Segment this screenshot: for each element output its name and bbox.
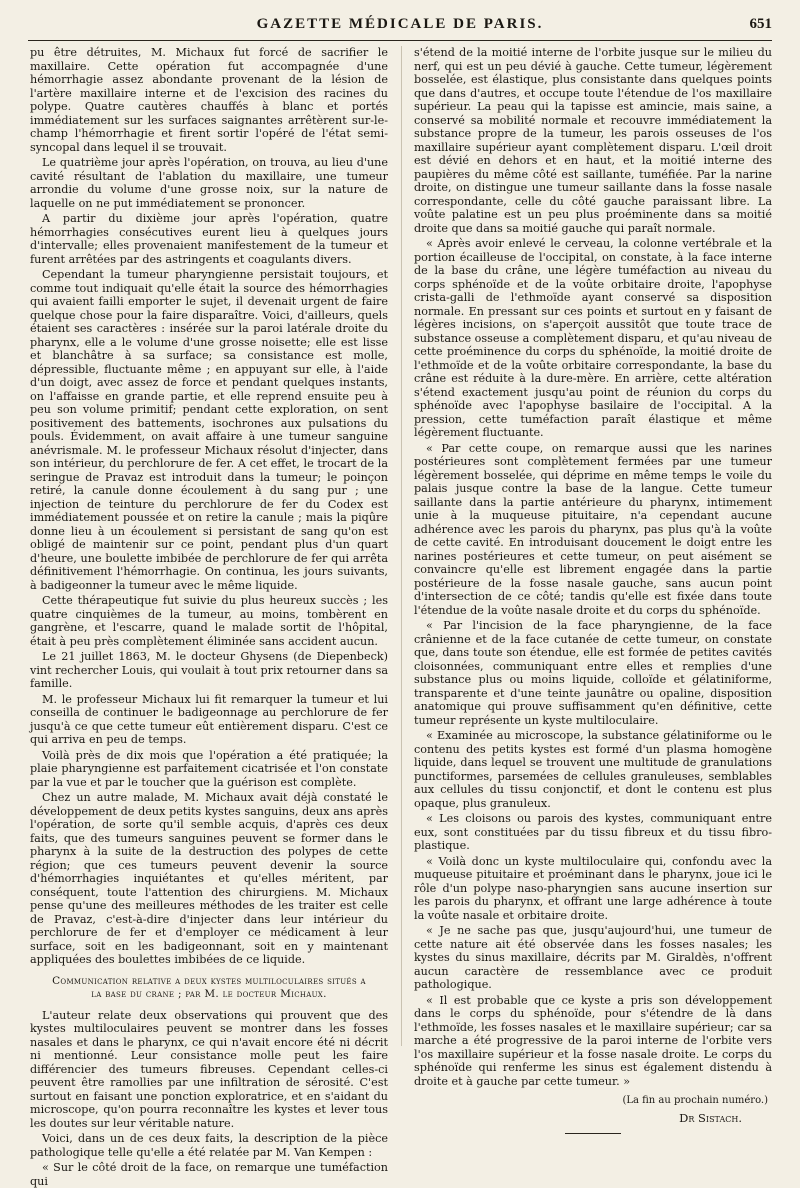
communication-title-line-1: Communication relative a deux kystes multiloculaires situés a <box>52 974 366 987</box>
paragraph: « Après avoir enlevé le cerveau, la colonne vertébrale et la portion écailleuse de l'occipital, on constate, à la face interne de la base du crâne, une légère tuméfaction au niveau du corps sphénoïde et de la voûte orbitaire droite, l'apophyse crista-galli de l'ethmoïde ayant conservé sa disposition normale. En pressant sur ces points et surtout en y faisant de légères incisions, on s'aperçoit aussitôt que toute trace de substance osseuse a complètement disparu, et qu'au niveau de cette proéminence du corps du sphénoïde, la moitié droite de l'ethmoïde et de la voûte orbitaire correspondante, la base du crâne est réduite à la dure-mère. En arrière, cette altération s'étend exactement jusqu'au point de réunion du corps du sphénoïde avec l'apophyse basilaire de l'occipital. A la pression, cette tuméfaction paraît élastique et même légèrement fluctuante. <box>414 237 772 439</box>
left-column <box>30 46 388 1188</box>
end-rule <box>565 1133 621 1134</box>
paragraph: « Voilà donc un kyste multiloculaire qui, confondu avec la muqueuse pituitaire et proéminant dans le pharynx, joue ici le rôle d'un polype naso-pharyngien sans aucune insertion sur les parois du pharynx, et offrant une large adhérence à toute la voûte nasale et orbitaire droite. <box>414 854 772 922</box>
paragraph: Cette thérapeutique fut suivie du plus heureux succès ; les quatre cinquièmes de la tumeur, au moins, tombèrent en gangrène, et l'escarre, quand le malade sortit de l'hôpital, était à peu près complètement éliminée sans accident aucun. <box>30 594 388 648</box>
paragraph: « Examinée au microscope, la substance gélatiniforme ou le contenu des petits kystes est formé d'un plasma homogène liquide, dans lequel se trouvent une multitude de granulations punctiformes, parsemées de cellules granuleuses, semblables aux cellules du tissu conjonctif, et dont le contenu est plus opaque, plus granuleux. <box>414 729 772 810</box>
paragraph: s'étend de la moitié interne de l'orbite jusque sur le milieu du nerf, qui est un peu dévié à gauche. Cette tumeur, légèrement bosselée, est élastique, plus consistante dans quelques points que dans d'autres, et occupe toute l'étendue de l'os maxillaire supérieur. La peau qui la tapisse est amincie, mais saine, a conservé sa mobilité normale et recouvre immédiatement la substance propre de la tumeur, les parois osseuses de l'os maxillaire supérieur ayant complètement disparu. L'œil droit est dévié en dehors et en haut, et la moitié interne des paupières du même côté est saillante, tuméfiée. Par la narine droite, on distingue une tumeur saillante dans la fosse nasale correspondante, celle du côté gauche paraissant libre. La voûte palatine est un peu plus proéminente dans sa moitié droite que dans sa moitié gauche qui paraît normale. <box>414 46 772 235</box>
paragraph: « Sur le côté droit de la face, on remarque une tuméfaction qui <box>30 1161 388 1188</box>
paragraph: « Par cette coupe, on remarque aussi que les narines postérieures sont complètement fermées par une tumeur légèrement bosselée, qui déprime en même temps le voile du palais jusque contre la base de la langue. Cette tumeur saillante dans la partie antérieure du pharynx, intimement unie à la muqueuse pituitaire, n'a cependant aucune adhérence avec les parois du pharynx, pas plus qu'à la voûte de cette cavité. En introduisant doucement le doigt entre les narines postérieures et cette tumeur, on peut aisément se convaincre qu'elle est librement engagée dans la partie postérieure de la fosse nasale gauche, sans aucun point d'intersection de ce côté; tandis qu'elle est fixée dans toute l'étendue de la voûte nasale droite et du corps du sphénoïde. <box>414 441 772 617</box>
communication-title-line-2: la base du crane ; par M. le docteur Michaux. <box>91 987 327 1000</box>
paragraph: pu être détruites, M. Michaux fut forcé de sacrifier le maxillaire. Cette opération fut accompagnée d'une hémorrhagie assez abondante provenant de la lésion de l'artère maxillaire interne et de l'excision des racines du polype. Quatre cautères chauffés à blanc et portés immédiatement sur les surfaces saignantes arrêtèrent sur-le-champ l'hémorrhagie et firent sortir l'opéré de l'état semi-syncopal dans lequel il se trouvait. <box>30 46 388 154</box>
paragraph: « Il est probable que ce kyste a pris son développement dans le corps du sphénoïde, pour s'étendre de là dans l'ethmoïde, les fosses nasales et le maxillaire supérieur; car sa marche a été progressive de la paroi interne de l'orbite vers l'os maxillaire supérieur et la fosse nasale droite. Le corps du sphénoïde qui renferme les sinus est également distendu à droite et à gauche par cette tumeur. » <box>414 993 772 1088</box>
journal-title: GAZETTE MÉDICALE DE PARIS. <box>256 16 544 32</box>
column-divider <box>401 46 402 1046</box>
communication-title <box>30 975 388 1001</box>
paragraph: « Je ne sache pas que, jusqu'aujourd'hui, une tumeur de cette nature ait été observée dans les fosses nasales; les kystes du sinus maxillaire, décrits par M. Giraldès, n'offrent aucun caractère de ressemblance avec ce produit pathologique. <box>414 924 772 991</box>
paragraph: « Par l'incision de la face pharyngienne, de la face crânienne et de la face cutanée de cette tumeur, on constate que, dans toute son étendue, elle est formée de petites cavités cloisonnées, communiquant entre elles et remplies d'une substance plus ou moins liquide, colloïde et gélatiniforme, transparente et d'une teinte jaunâtre ou opaline, disposition anatomique qui prouve suffisamment qu'en définitive, cette tumeur représente un kyste multiloculaire. <box>414 619 772 727</box>
paragraph: M. le professeur Michaux lui fit remarquer la tumeur et lui conseilla de continuer le badigeonnage au perchlorure de fer jusqu'à ce que cette tumeur eût entièrement disparu. C'est ce qui arriva en peu de temps. <box>30 692 388 746</box>
paragraph: « Les cloisons ou parois des kystes, communiquant entre eux, sont constituées par du tissu fibreux et du tissu fibro-plastique. <box>414 812 772 852</box>
author-signature: Dr Sistach. <box>679 1110 742 1125</box>
page-number: 651 <box>749 16 772 32</box>
paragraph: Le quatrième jour après l'opération, on trouva, au lieu d'une cavité résultant de l'ablation du maxillaire, une tumeur arrondie du volume d'une grosse noix, sur la nature de laquelle on ne put immédiatement se prononcer. <box>30 156 388 210</box>
right-column <box>414 46 772 1125</box>
page-header <box>28 14 772 41</box>
continued-notice: (La fin au prochain numéro.) <box>622 1095 768 1106</box>
paragraph: Le 21 juillet 1863, M. le docteur Ghysens (de Diepenbeck) vint rechercher Louis, qui voulait à tout prix retourner dans sa famille. <box>30 650 388 690</box>
paragraph: Voici, dans un de ces deux faits, la description de la pièce pathologique telle qu'elle a été relatée par M. Van Kempen : <box>30 1132 388 1159</box>
paragraph: Chez un autre malade, M. Michaux avait déjà constaté le développement de deux petits kystes sanguins, deux ans après l'opération, de sorte qu'il semble acquis, d'après ces deux faits, que des tumeurs sanguines peuvent se former dans le pharynx à la suite de la destruction des polypes de cette région; que ces tumeurs peuvent devenir la source d'hémorrhagies inquiétantes et qu'elles méritent, par conséquent, toute l'attention des chirurgiens. M. Michaux pense qu'une des meilleures méthodes de les traiter est celle de Pravaz, c'est-à-dire d'injecter dans leur intérieur du perchlorure de fer et d'employer ce médicament à leur surface, soit en les badigeonnant, soit en y maintenant appliquées des boulettes imbibées de ce liquide. <box>30 791 388 966</box>
paragraph: Voilà près de dix mois que l'opération a été pratiquée; la plaie pharyngienne est parfaitement cicatrisée et l'on constate par la vue et par le toucher que la guérison est complète. <box>30 748 388 789</box>
paragraph: A partir du dixième jour après l'opération, quatre hémorrhagies consécutives eurent lieu à quelques jours d'intervalle; elles provenaient manifestement de la tumeur et furent arrêtées par des astringents et coagulants divers. <box>30 212 388 266</box>
paragraph: L'auteur relate deux observations qui prouvent que des kystes multiloculaires peuvent se montrer dans les fosses nasales et dans le pharynx, ce qui n'avait encore été ni décrit ni mentionné. Leur consistance molle peut les faire différencier des tumeurs fibreuses. Cependant celles-ci peuvent être ramollies par une infiltration de sérosité. C'est surtout en faisant une ponction exploratrice, et en s'aidant du microscope, qu'on pourra reconnaître les kystes et lever tous les doutes sur leur véritable nature. <box>30 1008 388 1130</box>
paragraph: Cependant la tumeur pharyngienne persistait toujours, et comme tout indiquait qu'elle était la source des hémorrhagies qui avaient failli emporter le sujet, il devenait urgent de faire quelque chose pour la faire disparaître. Voici, d'ailleurs, quels étaient ses caractères : insérée sur la paroi latérale droite du pharynx, elle a le volume d'une grosse noisette; elle est lisse et blanchâtre à sa surface; sa consistance est molle, dépressible, fluctuante même ; en appuyant sur elle, à l'aide d'un doigt, avec assez de force et pendant quelques instants, on l'affaisse en grande partie, et elle reprend ensuite peu à peu son volume primitif; pendant cette exploration, on sent positivement des battements, isochrones aux pulsations du pouls. Évidemment, on avait affaire à une tumeur sanguine anévrismale. M. le professeur Michaux résolut d'injecter, dans son intérieur, du perchlorure de fer. A cet effet, le trocart de la seringue de Pravaz est introduit dans la tumeur; le poinçon retiré, la canule donne écoulement à du sang pur ; une injection de teinture du perchlorure de fer du Codex est immédiatement poussée et on retire la canule ; mais la piqûre donne lieu à un écoulement si persistant de sang qu'on est obligé de maintenir sur ce point, pendant plus d'un quart d'heure, une boulette imbibée de perchlorure de fer qui arrêta définitivement l'hémorrhagie. On continua, les jours suivants, à badigeonner la tumeur avec le même liquide. <box>30 268 388 592</box>
